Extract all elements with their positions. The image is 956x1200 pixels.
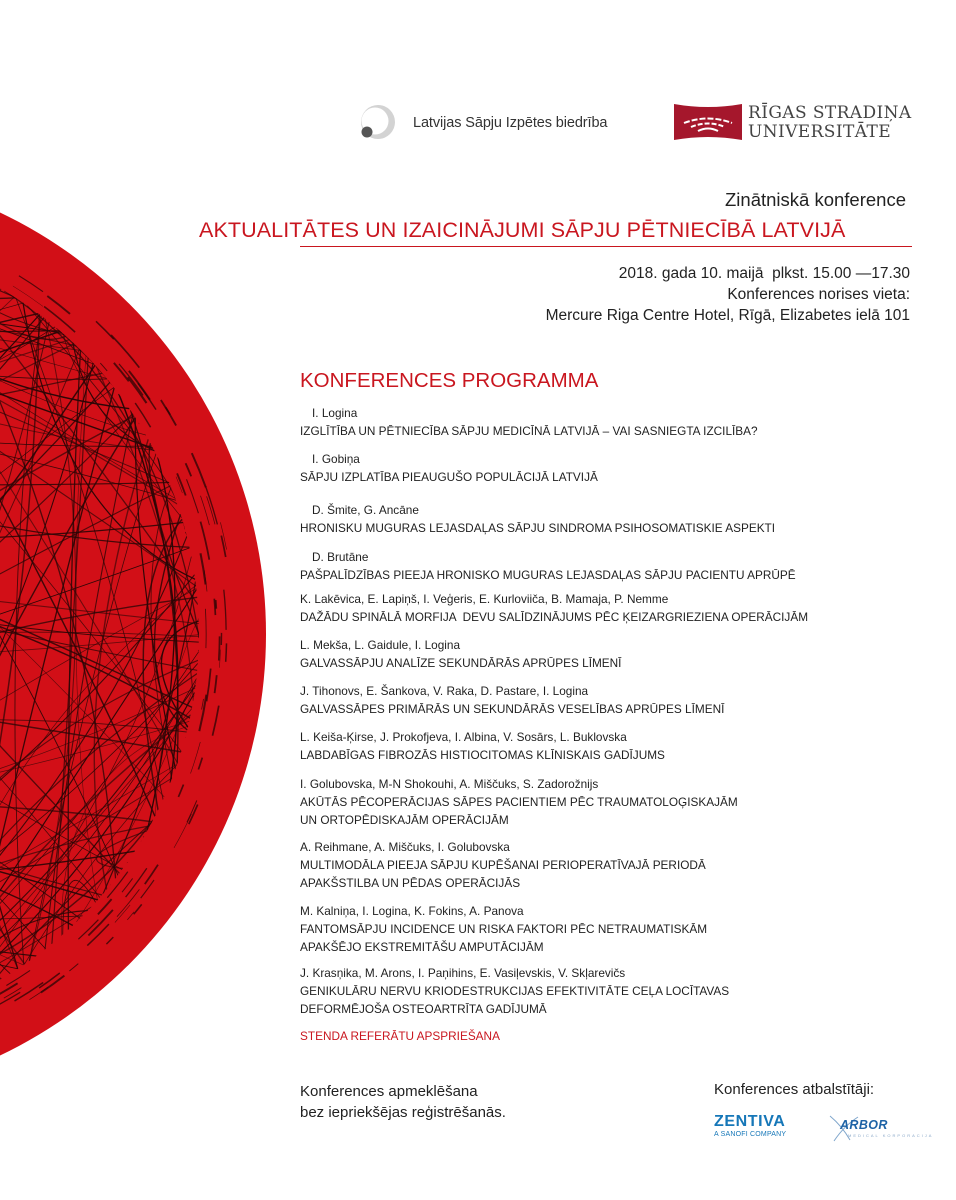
- item-authors: L. Mekša, L. Gaidule, I. Logina: [300, 638, 461, 652]
- rsu-name: [748, 104, 912, 142]
- programme-item: [300, 682, 724, 718]
- arbor-tagline: MEDICAL KORPORACIJA: [848, 1133, 934, 1138]
- item-title-line: APAKŠSTILBA UN PĒDAS OPERĀCIJĀS: [300, 876, 521, 890]
- item-authors: K. Lakēvica, E. Lapiņš, I. Veģeris, E. Kurloviiča, B. Mamaja, P. Nemme: [300, 592, 669, 606]
- venue: Mercure Riga Centre Hotel, Rīgā, Elizabetes ielā 101: [545, 307, 910, 324]
- item-title-line: DAŽĀDU SPINĀLĀ MORFIJA DEVU SALĪDZINĀJUMS PĒC ĶEIZARGRIEZIENA OPERĀCIJĀM: [300, 610, 809, 624]
- item-title-line: IZGLĪTĪBA UN PĒTNIECĪBA SĀPJU MEDICĪNĀ LATVIJĀ – VAI SASNIEGTA IZCILĪBA?: [300, 424, 758, 438]
- item-authors: M. Kalniņa, I. Logina, K. Fokins, A. Panova: [300, 904, 524, 918]
- attendance-note: [300, 1081, 506, 1123]
- item-authors: J. Tihonovs, E. Šankova, V. Raka, D. Pastare, I. Logina: [300, 684, 589, 698]
- item-authors: I. Gobiņa: [312, 452, 360, 466]
- programme-item: [300, 450, 598, 486]
- venue-label: Konferences norises vieta:: [727, 286, 910, 303]
- programme-closing: STENDA REFERĀTU APSPRIEŠANA: [300, 1029, 500, 1043]
- title-underline: [300, 246, 912, 247]
- zentiva-logo: [714, 1113, 786, 1139]
- item-title-line: MULTIMODĀLA PIEEJA SĀPJU KUPĒŠANAI PERIOPERATĪVAJĀ PERIODĀ: [300, 858, 706, 872]
- conference-title: AKTUALITĀTES UN IZAICINĀJUMI SĀPJU PĒTNIECĪBĀ LATVIJĀ: [199, 218, 846, 242]
- programme-item: [300, 964, 729, 1018]
- item-authors: D. Brutāne: [312, 550, 369, 564]
- lspib-logo: [358, 104, 396, 142]
- programme-item: [300, 728, 665, 764]
- item-title-line: HRONISKU MUGURAS LEJASDAĻAS SĀPJU SINDROMA PSIHOSOMATISKIE ASPEKTI: [300, 521, 776, 535]
- item-authors: A. Reihmane, A. Miščuks, I. Golubovska: [300, 840, 510, 854]
- ring-stroke: [219, 636, 220, 660]
- programme-item: [300, 838, 706, 892]
- item-title-line: GENIKULĀRU NERVU KRIODESTRUKCIJAS EFEKTIVITĀTE CEĻA LOCĪTAVAS: [300, 984, 730, 998]
- lspib-name: Latvijas Sāpju Izpētes biedrība: [413, 115, 608, 131]
- programme-item: [300, 636, 621, 672]
- attendance-line2: bez iepriekšējas reģistrēšanās.: [300, 1104, 506, 1121]
- programme-item: [300, 902, 707, 956]
- programme-item: [300, 548, 796, 584]
- item-authors: L. Keiša-Ķirse, J. Prokofjeva, I. Albina, V. Sosārs, L. Buklovska: [300, 730, 627, 744]
- amphitheatre-icon: [674, 104, 742, 140]
- zentiva-name: ZENTIVA: [714, 1113, 786, 1130]
- ring-stroke: [226, 643, 227, 661]
- item-title-line: AKŪTĀS PĒCOPERĀCIJAS SĀPES PACIENTIEM PĒC TRAUMATOLOĢISKAJĀM: [300, 795, 738, 809]
- item-title-line: FANTOMSĀPJU INCIDENCE UN RISKA FAKTORI PĒC NETRAUMATISKĀM: [300, 922, 708, 936]
- programme-heading: KONFERENCES PROGRAMMA: [300, 369, 599, 392]
- item-title-line: GALVASSĀPJU ANALĪZE SEKUNDĀRĀS APRŪPES LĪMENĪ: [300, 656, 622, 670]
- item-title-line: GALVASSĀPES PRIMĀRĀS UN SEKUNDĀRĀS VESELĪBAS APRŪPES LĪMENĪ: [300, 702, 725, 716]
- ring-stroke: [214, 599, 215, 615]
- rsu-name-line2: UNIVERSITĀTE: [748, 122, 891, 142]
- arbor-logo: [828, 1114, 934, 1144]
- item-authors: J. Krasņika, M. Arons, I. Paņihins, E. Vasiļevskis, V. Skļarevičs: [300, 966, 626, 980]
- item-title-line: DEFORMĒJOŠA OSTEOARTRĪTA GADĪJUMĀ: [300, 1002, 547, 1016]
- rsu-logo: [674, 104, 742, 140]
- item-title-line: PAŠPALĪDZĪBAS PIEEJA HRONISKO MUGURAS LEJASDAĻAS SĀPJU PACIENTU APRŪPĒ: [300, 568, 796, 582]
- programme-item: [300, 590, 808, 626]
- date-time: 2018. gada 10. maijā plkst. 15.00 —17.30: [618, 265, 910, 282]
- programme-item: [300, 501, 775, 537]
- item-authors: I. Golubovska, M-N Shokouhi, A. Miščuks, S. Zadorožnijs: [300, 777, 599, 791]
- item-title-line: APAKŠĒJO EKSTREMITĀŠU AMPUTĀCIJĀM: [300, 940, 544, 954]
- attendance-line1: Konferences apmeklēšana: [300, 1083, 478, 1100]
- item-title-line: UN ORTOPĒDISKAJĀM OPERĀCIJĀM: [300, 813, 509, 827]
- item-title-line: SĀPJU IZPLATĪBA PIEAUGUŠO POPULĀCIJĀ LATVIJĀ: [300, 470, 598, 484]
- item-authors: I. Logina: [312, 406, 358, 420]
- programme-item: [300, 404, 758, 440]
- conference-kind: Zinātniskā konference: [725, 189, 906, 210]
- item-authors: D. Šmite, G. Ancāne: [312, 503, 419, 517]
- arbor-name: ARBOR: [840, 1118, 888, 1132]
- item-title-line: LABDABĪGAS FIBROZĀS HISTIOCITOMAS KLĪNISKAIS GADĪJUMS: [300, 748, 665, 762]
- crescent-circle-icon: [358, 104, 396, 142]
- programme-item: [300, 775, 738, 829]
- zentiva-tagline: A SANOFI COMPANY: [714, 1131, 787, 1138]
- sponsors-label: Konferences atbalstītāji:: [714, 1081, 875, 1098]
- conference-meta: [546, 263, 910, 326]
- rsu-name-line1: RĪGAS STRADIŅA: [748, 103, 912, 123]
